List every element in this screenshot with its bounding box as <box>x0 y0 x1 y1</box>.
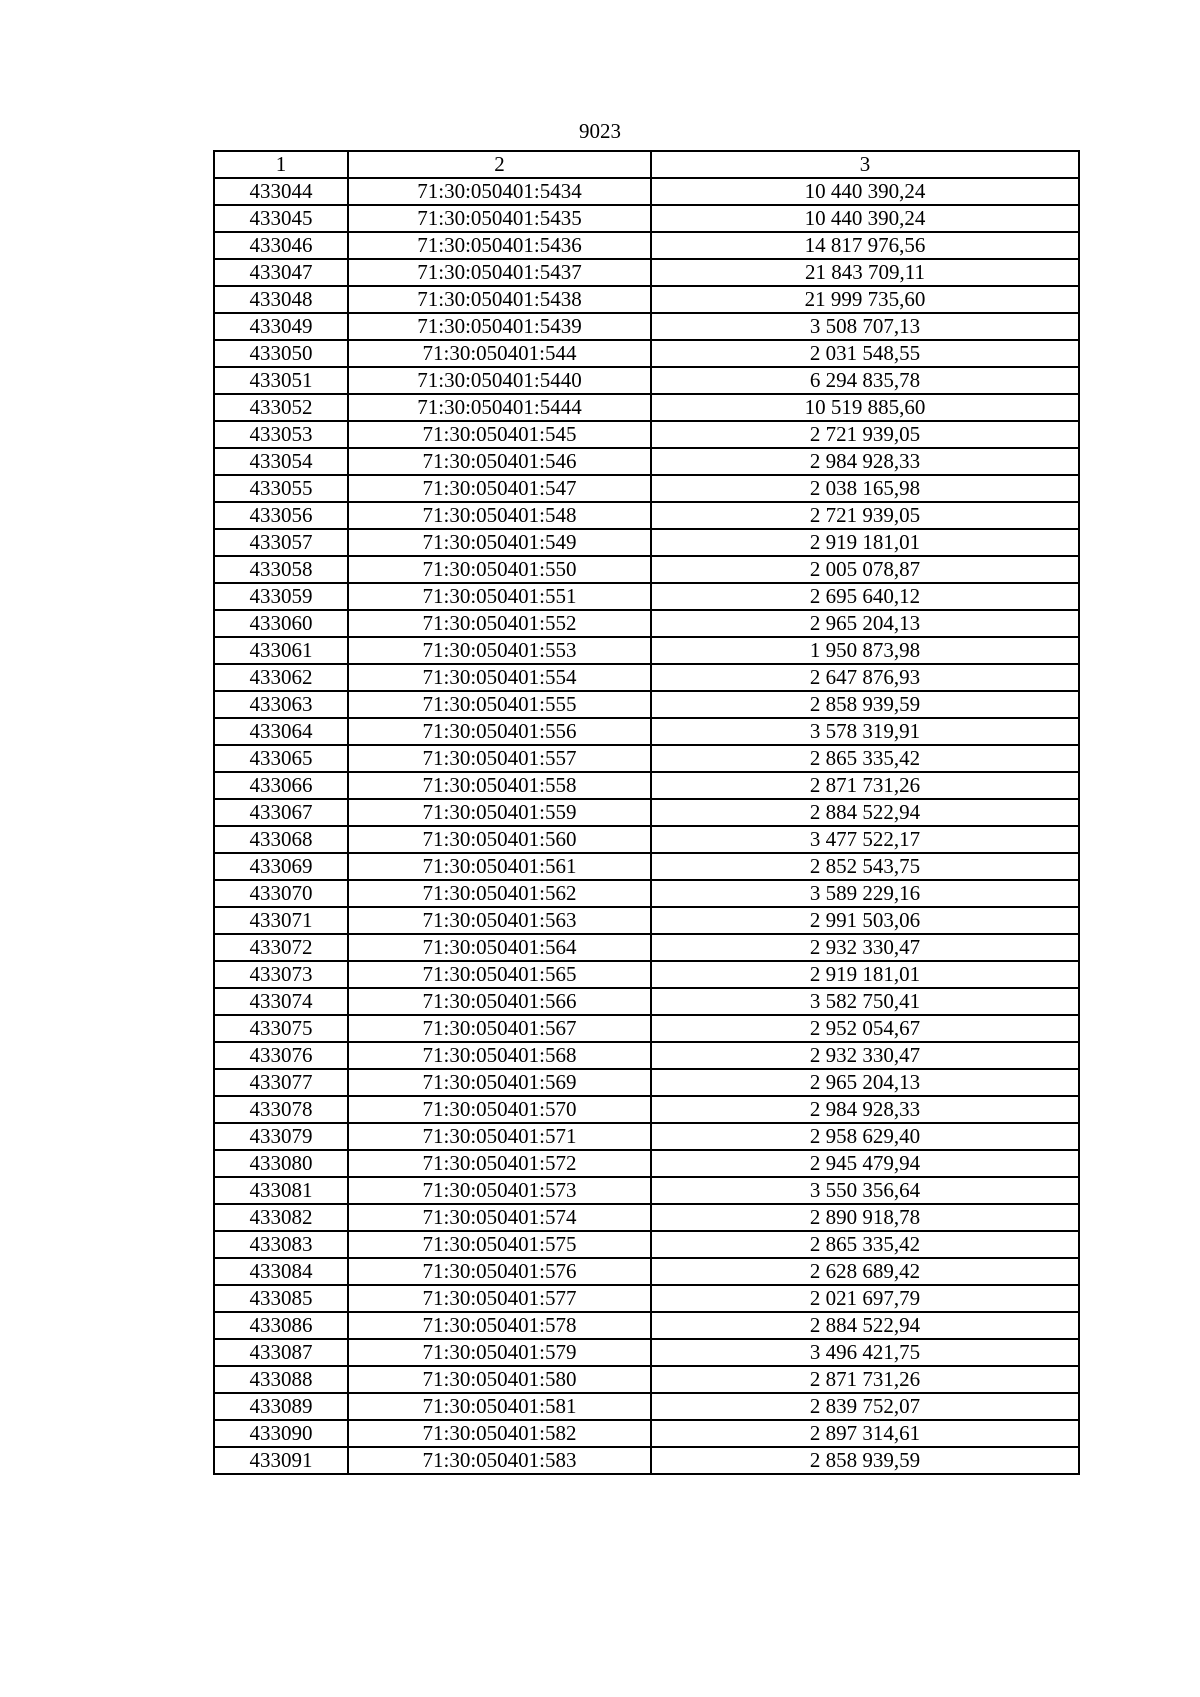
value-cell: 2 932 330,47 <box>651 934 1079 961</box>
table-row <box>214 799 1079 826</box>
row-number-cell: 433058 <box>214 556 348 583</box>
value-cell: 3 582 750,41 <box>651 988 1079 1015</box>
value-cell: 3 589 229,16 <box>651 880 1079 907</box>
row-number-cell: 433083 <box>214 1231 348 1258</box>
table-row <box>214 313 1079 340</box>
table-row <box>214 583 1079 610</box>
value-cell: 2 884 522,94 <box>651 1312 1079 1339</box>
table-row <box>214 286 1079 313</box>
row-number-cell: 433071 <box>214 907 348 934</box>
cadastral-number-cell: 71:30:050401:569 <box>348 1069 651 1096</box>
row-number-cell: 433080 <box>214 1150 348 1177</box>
row-number-cell: 433046 <box>214 232 348 259</box>
row-number-cell: 433048 <box>214 286 348 313</box>
column-header-3: 3 <box>651 151 1079 178</box>
row-number-cell: 433053 <box>214 421 348 448</box>
row-number-cell: 433061 <box>214 637 348 664</box>
row-number-cell: 433089 <box>214 1393 348 1420</box>
cadastral-number-cell: 71:30:050401:581 <box>348 1393 651 1420</box>
cadastral-number-cell: 71:30:050401:5438 <box>348 286 651 313</box>
cadastral-number-cell: 71:30:050401:560 <box>348 826 651 853</box>
table-row <box>214 1447 1079 1474</box>
table-row <box>214 1285 1079 1312</box>
value-cell: 2 890 918,78 <box>651 1204 1079 1231</box>
registry-table <box>213 150 1080 1475</box>
row-number-cell: 433051 <box>214 367 348 394</box>
row-number-cell: 433054 <box>214 448 348 475</box>
table-row <box>214 1150 1079 1177</box>
registry-table-body <box>214 151 1079 1474</box>
value-cell: 2 945 479,94 <box>651 1150 1079 1177</box>
row-number-cell: 433069 <box>214 853 348 880</box>
row-number-cell: 433063 <box>214 691 348 718</box>
cadastral-number-cell: 71:30:050401:564 <box>348 934 651 961</box>
row-number-cell: 433057 <box>214 529 348 556</box>
value-cell: 2 858 939,59 <box>651 1447 1079 1474</box>
value-cell: 2 965 204,13 <box>651 610 1079 637</box>
row-number-cell: 433067 <box>214 799 348 826</box>
table-row <box>214 961 1079 988</box>
value-cell: 21 843 709,11 <box>651 259 1079 286</box>
table-row <box>214 1339 1079 1366</box>
row-number-cell: 433056 <box>214 502 348 529</box>
value-cell: 2 865 335,42 <box>651 1231 1079 1258</box>
value-cell: 2 952 054,67 <box>651 1015 1079 1042</box>
cadastral-number-cell: 71:30:050401:556 <box>348 718 651 745</box>
table-row <box>214 421 1079 448</box>
row-number-cell: 433059 <box>214 583 348 610</box>
value-cell: 2 021 697,79 <box>651 1285 1079 1312</box>
cadastral-number-cell: 71:30:050401:583 <box>348 1447 651 1474</box>
row-number-cell: 433068 <box>214 826 348 853</box>
row-number-cell: 433052 <box>214 394 348 421</box>
value-cell: 10 440 390,24 <box>651 205 1079 232</box>
table-row <box>214 475 1079 502</box>
table-row <box>214 1258 1079 1285</box>
table-header-row <box>214 151 1079 178</box>
cadastral-number-cell: 71:30:050401:563 <box>348 907 651 934</box>
value-cell: 3 550 356,64 <box>651 1177 1079 1204</box>
table-row <box>214 934 1079 961</box>
table-row <box>214 1420 1079 1447</box>
row-number-cell: 433062 <box>214 664 348 691</box>
cadastral-number-cell: 71:30:050401:579 <box>348 1339 651 1366</box>
cadastral-number-cell: 71:30:050401:568 <box>348 1042 651 1069</box>
row-number-cell: 433084 <box>214 1258 348 1285</box>
table-row <box>214 1123 1079 1150</box>
table-row <box>214 637 1079 664</box>
cadastral-number-cell: 71:30:050401:549 <box>348 529 651 556</box>
row-number-cell: 433088 <box>214 1366 348 1393</box>
cadastral-number-cell: 71:30:050401:551 <box>348 583 651 610</box>
value-cell: 3 477 522,17 <box>651 826 1079 853</box>
table-row <box>214 745 1079 772</box>
table-row <box>214 448 1079 475</box>
cadastral-number-cell: 71:30:050401:5444 <box>348 394 651 421</box>
table-row <box>214 907 1079 934</box>
cadastral-number-cell: 71:30:050401:574 <box>348 1204 651 1231</box>
table-row <box>214 826 1079 853</box>
row-number-cell: 433064 <box>214 718 348 745</box>
table-row <box>214 232 1079 259</box>
row-number-cell: 433070 <box>214 880 348 907</box>
table-row <box>214 772 1079 799</box>
cadastral-number-cell: 71:30:050401:552 <box>348 610 651 637</box>
table-row <box>214 1204 1079 1231</box>
value-cell: 2 871 731,26 <box>651 1366 1079 1393</box>
cadastral-number-cell: 71:30:050401:5436 <box>348 232 651 259</box>
cadastral-number-cell: 71:30:050401:578 <box>348 1312 651 1339</box>
value-cell: 2 858 939,59 <box>651 691 1079 718</box>
value-cell: 2 919 181,01 <box>651 529 1079 556</box>
row-number-cell: 433091 <box>214 1447 348 1474</box>
cadastral-number-cell: 71:30:050401:572 <box>348 1150 651 1177</box>
table-row <box>214 259 1079 286</box>
value-cell: 2 932 330,47 <box>651 1042 1079 1069</box>
row-number-cell: 433082 <box>214 1204 348 1231</box>
cadastral-number-cell: 71:30:050401:571 <box>348 1123 651 1150</box>
value-cell: 2 647 876,93 <box>651 664 1079 691</box>
value-cell: 2 897 314,61 <box>651 1420 1079 1447</box>
column-header-1: 1 <box>214 151 348 178</box>
row-number-cell: 433077 <box>214 1069 348 1096</box>
value-cell: 2 958 629,40 <box>651 1123 1079 1150</box>
value-cell: 3 508 707,13 <box>651 313 1079 340</box>
row-number-cell: 433076 <box>214 1042 348 1069</box>
value-cell: 2 628 689,42 <box>651 1258 1079 1285</box>
row-number-cell: 433055 <box>214 475 348 502</box>
table-row <box>214 340 1079 367</box>
page-number: 9023 <box>579 119 621 143</box>
cadastral-number-cell: 71:30:050401:565 <box>348 961 651 988</box>
value-cell: 3 578 319,91 <box>651 718 1079 745</box>
value-cell: 2 965 204,13 <box>651 1069 1079 1096</box>
table-row <box>214 556 1079 583</box>
cadastral-number-cell: 71:30:050401:580 <box>348 1366 651 1393</box>
value-cell: 14 817 976,56 <box>651 232 1079 259</box>
cadastral-number-cell: 71:30:050401:550 <box>348 556 651 583</box>
cadastral-number-cell: 71:30:050401:547 <box>348 475 651 502</box>
value-cell: 2 852 543,75 <box>651 853 1079 880</box>
table-row <box>214 1069 1079 1096</box>
cadastral-number-cell: 71:30:050401:558 <box>348 772 651 799</box>
row-number-cell: 433050 <box>214 340 348 367</box>
value-cell: 2 871 731,26 <box>651 772 1079 799</box>
value-cell: 2 721 939,05 <box>651 502 1079 529</box>
cadastral-number-cell: 71:30:050401:567 <box>348 1015 651 1042</box>
row-number-cell: 433085 <box>214 1285 348 1312</box>
table-row <box>214 1096 1079 1123</box>
value-cell: 10 440 390,24 <box>651 178 1079 205</box>
cadastral-number-cell: 71:30:050401:5434 <box>348 178 651 205</box>
row-number-cell: 433079 <box>214 1123 348 1150</box>
row-number-cell: 433078 <box>214 1096 348 1123</box>
value-cell: 2 865 335,42 <box>651 745 1079 772</box>
cadastral-number-cell: 71:30:050401:582 <box>348 1420 651 1447</box>
table-row <box>214 988 1079 1015</box>
value-cell: 2 839 752,07 <box>651 1393 1079 1420</box>
row-number-cell: 433090 <box>214 1420 348 1447</box>
value-cell: 1 950 873,98 <box>651 637 1079 664</box>
cadastral-number-cell: 71:30:050401:566 <box>348 988 651 1015</box>
cadastral-number-cell: 71:30:050401:575 <box>348 1231 651 1258</box>
table-row <box>214 691 1079 718</box>
cadastral-number-cell: 71:30:050401:5437 <box>348 259 651 286</box>
table-row <box>214 205 1079 232</box>
cadastral-number-cell: 71:30:050401:544 <box>348 340 651 367</box>
value-cell: 2 038 165,98 <box>651 475 1079 502</box>
cadastral-number-cell: 71:30:050401:555 <box>348 691 651 718</box>
row-number-cell: 433081 <box>214 1177 348 1204</box>
value-cell: 3 496 421,75 <box>651 1339 1079 1366</box>
row-number-cell: 433073 <box>214 961 348 988</box>
cadastral-number-cell: 71:30:050401:548 <box>348 502 651 529</box>
value-cell: 2 984 928,33 <box>651 1096 1079 1123</box>
table-row <box>214 1366 1079 1393</box>
cadastral-number-cell: 71:30:050401:545 <box>348 421 651 448</box>
value-cell: 6 294 835,78 <box>651 367 1079 394</box>
table-row <box>214 610 1079 637</box>
table-row <box>214 1177 1079 1204</box>
cadastral-number-cell: 71:30:050401:546 <box>348 448 651 475</box>
row-number-cell: 433072 <box>214 934 348 961</box>
cadastral-number-cell: 71:30:050401:570 <box>348 1096 651 1123</box>
row-number-cell: 433075 <box>214 1015 348 1042</box>
row-number-cell: 433060 <box>214 610 348 637</box>
column-header-2: 2 <box>348 151 651 178</box>
cadastral-number-cell: 71:30:050401:554 <box>348 664 651 691</box>
cadastral-number-cell: 71:30:050401:5435 <box>348 205 651 232</box>
value-cell: 10 519 885,60 <box>651 394 1079 421</box>
table-row <box>214 1231 1079 1258</box>
cadastral-number-cell: 71:30:050401:557 <box>348 745 651 772</box>
cadastral-number-cell: 71:30:050401:576 <box>348 1258 651 1285</box>
row-number-cell: 433065 <box>214 745 348 772</box>
row-number-cell: 433049 <box>214 313 348 340</box>
value-cell: 2 721 939,05 <box>651 421 1079 448</box>
table-row <box>214 178 1079 205</box>
table-row <box>214 394 1079 421</box>
value-cell: 2 695 640,12 <box>651 583 1079 610</box>
cadastral-number-cell: 71:30:050401:559 <box>348 799 651 826</box>
row-number-cell: 433044 <box>214 178 348 205</box>
row-number-cell: 433066 <box>214 772 348 799</box>
cadastral-number-cell: 71:30:050401:5440 <box>348 367 651 394</box>
table-row <box>214 1042 1079 1069</box>
table-row <box>214 880 1079 907</box>
table-row <box>214 367 1079 394</box>
cadastral-number-cell: 71:30:050401:561 <box>348 853 651 880</box>
value-cell: 2 884 522,94 <box>651 799 1079 826</box>
value-cell: 2 919 181,01 <box>651 961 1079 988</box>
table-row <box>214 664 1079 691</box>
value-cell: 2 005 078,87 <box>651 556 1079 583</box>
table-row <box>214 853 1079 880</box>
cadastral-number-cell: 71:30:050401:577 <box>348 1285 651 1312</box>
row-number-cell: 433074 <box>214 988 348 1015</box>
table-row <box>214 1312 1079 1339</box>
cadastral-number-cell: 71:30:050401:562 <box>348 880 651 907</box>
table-row <box>214 1393 1079 1420</box>
value-cell: 2 984 928,33 <box>651 448 1079 475</box>
value-cell: 2 031 548,55 <box>651 340 1079 367</box>
table-row <box>214 1015 1079 1042</box>
row-number-cell: 433045 <box>214 205 348 232</box>
cadastral-number-cell: 71:30:050401:5439 <box>348 313 651 340</box>
table-row <box>214 529 1079 556</box>
table-row <box>214 718 1079 745</box>
value-cell: 21 999 735,60 <box>651 286 1079 313</box>
cadastral-number-cell: 71:30:050401:553 <box>348 637 651 664</box>
row-number-cell: 433087 <box>214 1339 348 1366</box>
row-number-cell: 433086 <box>214 1312 348 1339</box>
cadastral-number-cell: 71:30:050401:573 <box>348 1177 651 1204</box>
table-row <box>214 502 1079 529</box>
row-number-cell: 433047 <box>214 259 348 286</box>
value-cell: 2 991 503,06 <box>651 907 1079 934</box>
